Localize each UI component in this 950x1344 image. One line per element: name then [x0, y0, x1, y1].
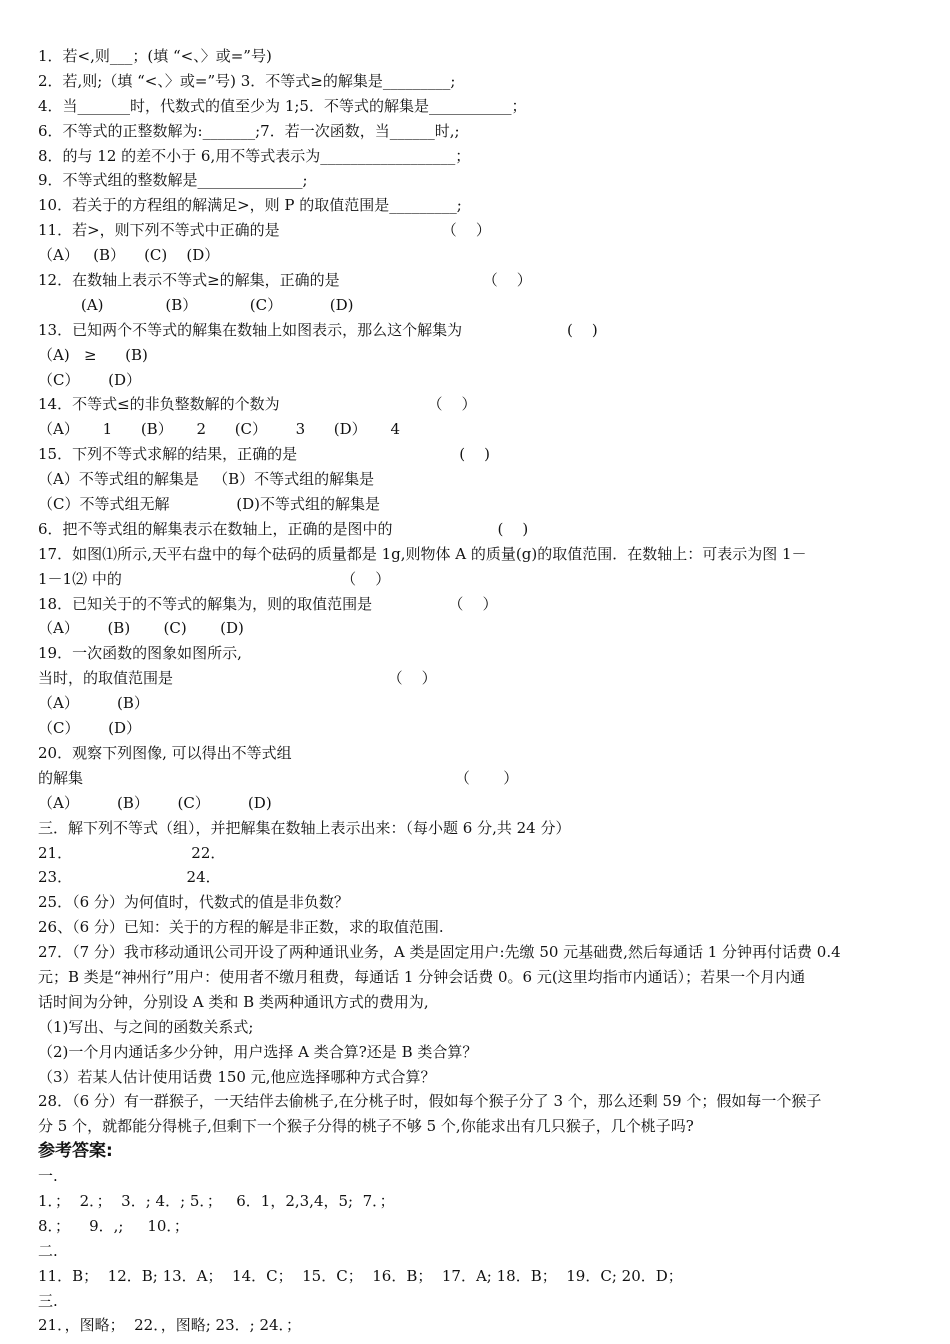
text-line: （3）若某人估计使用话费 150 元,他应选择哪种方式合算？ [38, 1067, 436, 1086]
text-line: 18．已知关于的不等式的解集为，则的取值范围是 （ ） [38, 594, 498, 613]
text-line: 17．如图⑴所示,天平右盘中的每个砝码的质量都是 1g,则物体 A 的质量(g)的取值范围．在数轴上：可表示为图 1－ [38, 544, 807, 563]
answer-line: 1．； 2．； 3．; 4．; 5．； 6．1，2,3,4，5; 7．； [38, 1191, 395, 1210]
text-line: 13．已知两个不等式的解集在数轴上如图表示，那么这个解集为 ( ) [38, 320, 598, 339]
text-line: （A） (B） [38, 694, 149, 713]
text-line: 14．不等式≤的非负整数解的个数为 （ ） [38, 395, 477, 414]
questions-section [38, 44, 912, 1139]
text-line: （2)一个月内通话多少分钟，用户选择 A 类合算?还是 B 类合算？ [38, 1042, 478, 1061]
answers-heading: 参考答案: [38, 1141, 113, 1162]
text-line: 4．当_______时，代数式的值至少为 1;5．不等式的解集是___________； [38, 96, 527, 115]
text-line: 12．在数轴上表示不等式≥的解集，正确的是 （ ） [38, 271, 532, 290]
text-line: 的解集 （ ） [38, 768, 519, 787]
text-line: 6．不等式的正整数解为:_______;7．若一次函数，当______时,; [38, 121, 460, 140]
text-line: 1－1⑵ 中的 （ ） [38, 569, 391, 588]
text-line: (A) (B） (C） (D) [38, 295, 354, 314]
answer-line: 三. [38, 1291, 58, 1310]
text-line: （A） 1 (B） 2 (C） 3 (D） 4 [38, 420, 401, 439]
text-line: 26、（6 分）已知：关于的方程的解是非正数，求的取值范围. [38, 918, 444, 937]
answer-line: 一. [38, 1167, 58, 1186]
text-line: 分 5 个，就都能分得桃子,但剩下一个猴子分得的桃子不够 5 个,你能求出有几只猴子，几个桃子吗? [38, 1117, 694, 1136]
document-page [38, 44, 912, 1338]
text-line: 28．（6 分）有一群猴子，一天结伴去偷桃子,在分桃子时，假如每个猴子分了 3 个，那么还剩 59 个；假如每一个猴子 [38, 1092, 822, 1111]
answer-line: 二. [38, 1241, 58, 1260]
text-line: 8．的与 12 的差不小于 6,用不等式表示为__________________； [38, 146, 471, 165]
text-line: 11．若>，则下列不等式中正确的是 （ ） [38, 221, 491, 240]
text-line: 20．观察下列图像, 可以得出不等式组 [38, 743, 292, 762]
text-line: 元；B 类是“神州行”用户：使用者不缴月租费，每通话 1 分钟会话费 0。6 元(这里均指市内通话）；若果一个月内通 [38, 967, 806, 986]
text-line: （A）不等式组的解集是 （B）不等式组的解集是 [38, 470, 375, 489]
text-line: 19．一次函数的图象如图所示, [38, 644, 242, 663]
answer-line: 11．B； 12．B; 13．A； 14．C； 15．C； 16．B； 17．A; 18．B； 19．C; 20．D； [38, 1266, 683, 1285]
text-line: 当时，的取值范围是 （ ） [38, 669, 437, 688]
text-line: 15．下列不等式求解的结果，正确的是 ( ) [38, 445, 490, 464]
text-line: 10．若关于的方程组的解满足>，则 P 的取值范围是_________; [38, 196, 462, 215]
text-line: 9．不等式组的整数解是______________; [38, 171, 308, 190]
answer-line: 21．，图略； 22．，图略; 23．; 24．； [38, 1316, 302, 1335]
text-line: （A） (B） (C） (D) [38, 793, 272, 812]
text-line: （A) ≥ (B) [38, 345, 148, 364]
text-line: （A） (B） (C) (D） [38, 246, 220, 265]
text-line: 1．若<,则___；(填 “<、〉或=”号) [38, 47, 272, 65]
text-line: （1)写出、与之间的函数关系式; [38, 1017, 254, 1036]
text-line: 2．若,则;（填 “<、〉或=”号) 3．不等式≥的解集是_________; [38, 71, 456, 90]
text-line: 23． 24． [38, 868, 221, 887]
text-line: （C）不等式组无解 (D)不等式组的解集是 [38, 495, 380, 514]
text-line: （C） (D） [38, 370, 141, 389]
text-line: 6．把不等式组的解集表示在数轴上，正确的是图中的 ( ) [38, 519, 529, 538]
text-line: 27．（7 分）我市移动通讯公司开设了两种通讯业务，A 类是固定用户:先缴 50 元基础费,然后每通话 1 分钟再付话费 0.4 [38, 943, 841, 962]
text-line: 三．解下列不等式（组），并把解集在数轴上表示出来：（每小题 6 分,共 24 分） [38, 818, 571, 837]
text-line: 25．（6 分）为何值时，代数式的值是非负数？ [38, 893, 349, 912]
text-line: 话时间为分钟，分别设 A 类和 B 类两种通讯方式的费用为, [38, 992, 429, 1011]
text-line: （A） (B) (C) (D) [38, 619, 244, 638]
answers-section [38, 1164, 912, 1338]
text-line: 21． 22． [38, 843, 226, 862]
text-line: （C） (D） [38, 719, 141, 738]
answer-line: 8．； 9．,; 10．； [38, 1216, 189, 1235]
